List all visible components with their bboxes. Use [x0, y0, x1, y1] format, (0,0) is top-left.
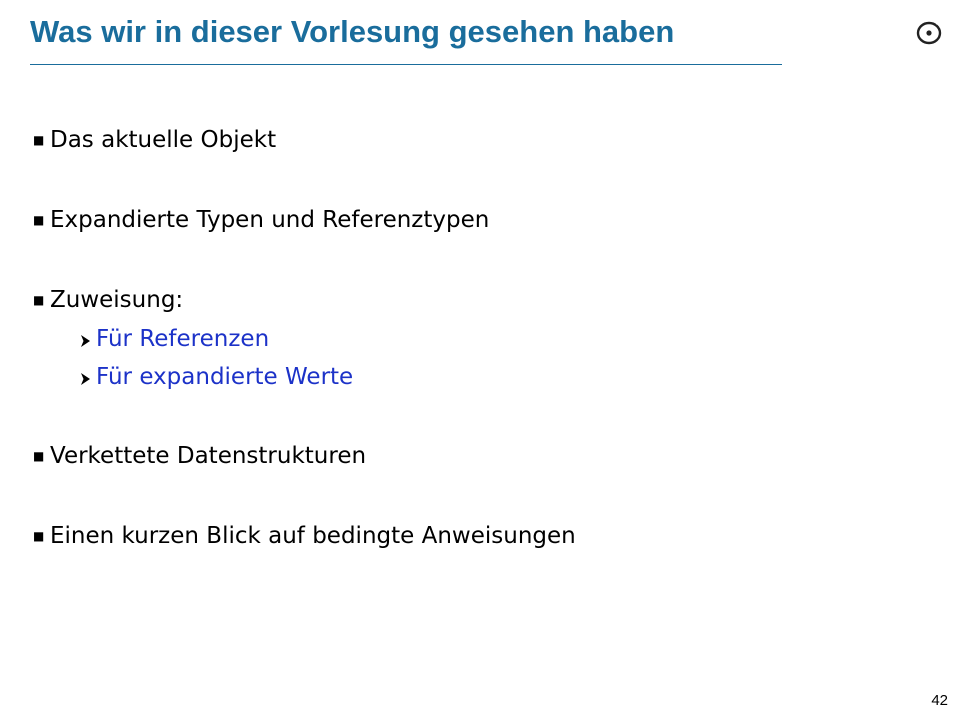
square-bullet-icon: ■: [33, 293, 45, 307]
slide-title: Was wir in dieser Vorlesung gesehen haben: [30, 14, 675, 49]
bullet-text: Expandierte Typen und Referenztypen: [50, 207, 490, 233]
bullet-item: [33, 516, 913, 556]
bullet-text: Zuweisung:: [50, 287, 184, 313]
square-bullet-icon: ■: [33, 529, 45, 543]
bullet-text: Verkettete Datenstrukturen: [50, 443, 367, 469]
square-bullet-icon: ■: [33, 449, 45, 463]
bullet-list: [33, 120, 913, 556]
bullet-item: [33, 436, 913, 476]
square-bullet-icon: ■: [33, 133, 45, 147]
arrow-bullet-icon: [80, 359, 96, 397]
bullet-text: Das aktuelle Objekt: [50, 127, 277, 153]
bullet-item: [33, 120, 913, 160]
bullet-text: Einen kurzen Blick auf bedingte Anweisungen: [50, 523, 576, 549]
square-bullet-icon: ■: [33, 213, 45, 227]
bullet-item: [33, 280, 913, 320]
bullet-item: [33, 200, 913, 240]
title-underline: [30, 64, 782, 65]
sub-bullet-text: Für expandierte Werte: [96, 364, 354, 390]
sub-bullet-text: Für Referenzen: [96, 326, 270, 352]
arrow-bullet-icon: [80, 321, 96, 359]
page-number: 42: [931, 692, 948, 709]
sub-bullet-item: [33, 320, 913, 358]
eiffel-logo-icon: [914, 18, 944, 48]
sub-bullet-item: [33, 358, 913, 396]
